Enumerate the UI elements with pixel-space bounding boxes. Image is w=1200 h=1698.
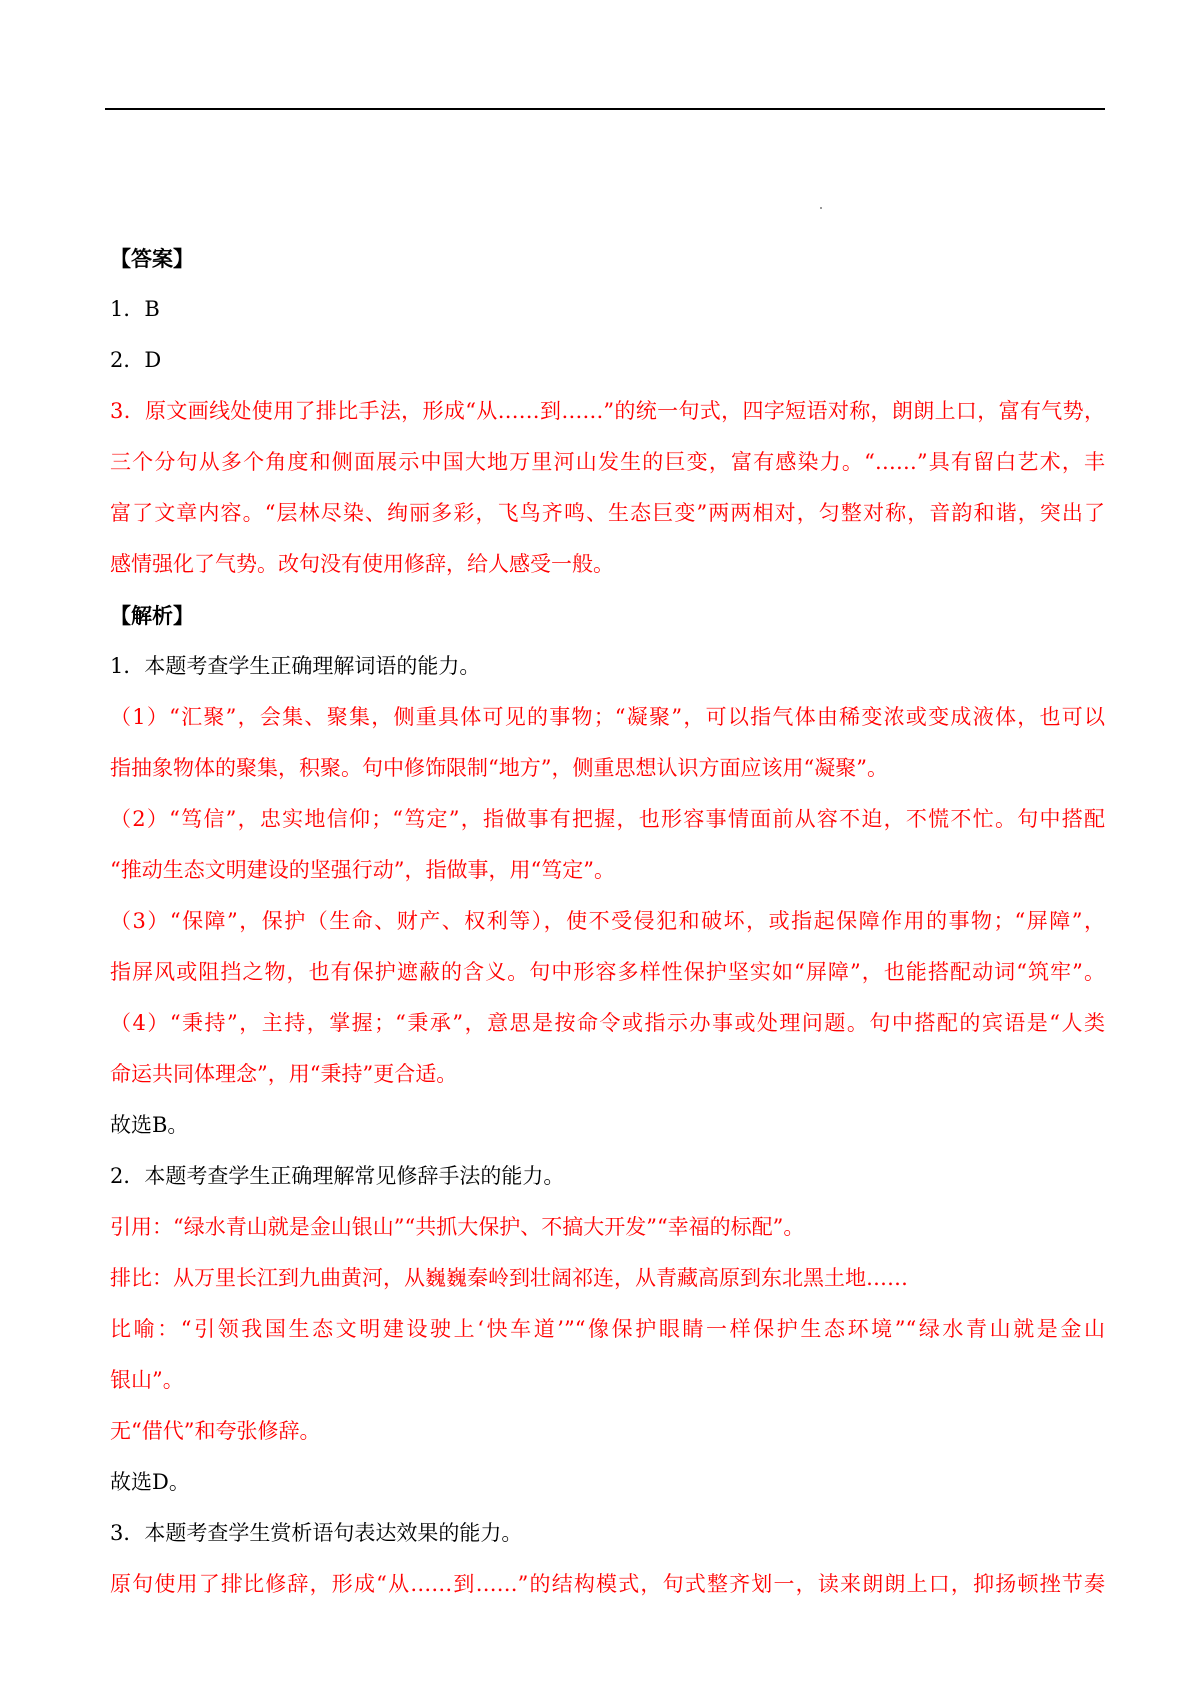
q2-explanation-line: 引用：“绿水青山就是金山银山”“共抓大保护、不搞大开发”“幸福的标配”。 [110, 1215, 805, 1239]
q1-intro: 1．本题考查学生正确理解词语的能力。 [110, 654, 481, 678]
answer-item-1: 1．B [110, 297, 160, 321]
q2-explanation-line: 排比：从万里长江到九曲黄河，从巍巍秦岭到壮阔祁连，从青藏高原到东北黑土地…… [110, 1266, 908, 1290]
answer-item-3-line: 三个分句从多个角度和侧面展示中国大地万里河山发生的巨变，富有感染力。“……”具有留白艺术，丰 [110, 450, 1105, 474]
q1-explanation-line: （4）“秉持”，主持，掌握；“秉承”，意思是按命令或指示办事或处理问题。句中搭配的宾语是“人类 [110, 1011, 1105, 1035]
q3-intro: 3．本题考查学生赏析语句表达效果的能力。 [110, 1521, 523, 1545]
q1-explanation-line: （2）“笃信”，忠实地信仰；“笃定”，指做事有把握，也形容事情面前从容不迫，不慌不忙。句中搭配 [110, 807, 1105, 831]
answer-item-3-line: 富了文章内容。“层林尽染、绚丽多彩，飞鸟齐鸣、生态巨变”两两相对，匀整对称，音韵和谐，突出了 [110, 501, 1105, 525]
header-rule [105, 108, 1105, 110]
analysis-heading: 【解析】 [110, 603, 194, 628]
answer-item-2: 2．D [110, 348, 162, 372]
q2-explanation-line: 比喻：“引领我国生态文明建设驶上‘快车道’”“像保护眼睛一样保护生态环境”“绿水青山就是金山 [110, 1317, 1105, 1341]
scan-speck [820, 207, 822, 209]
answer-item-3-line: 感情强化了气势。改句没有使用修辞，给人感受一般。 [110, 552, 614, 576]
q1-conclusion: 故选B。 [110, 1113, 189, 1137]
answer-heading: 【答案】 [110, 246, 194, 271]
q2-explanation-line: 银山”。 [110, 1368, 184, 1392]
q2-intro: 2．本题考查学生正确理解常见修辞手法的能力。 [110, 1164, 565, 1188]
q2-conclusion: 故选D。 [110, 1470, 190, 1494]
q1-explanation-line: 指屏风或阻挡之物，也有保护遮蔽的含义。句中形容多样性保护坚实如“屏障”，也能搭配动词“筑牢”。 [110, 960, 1105, 984]
q1-explanation-line: 指抽象物体的聚集，积聚。句中修饰限制“地方”，侧重思想认识方面应该用“凝聚”。 [110, 756, 888, 780]
q1-explanation-line: （1）“汇聚”，会集、聚集，侧重具体可见的事物；“凝聚”，可以指气体由稀变浓或变成液体，也可以 [110, 705, 1105, 729]
answer-item-3-line: 3．原文画线处使用了排比手法，形成“从……到……”的统一句式，四字短语对称，朗朗上口，富有气势， [110, 399, 1105, 423]
q2-explanation-line: 无“借代”和夸张修辞。 [110, 1419, 321, 1443]
q3-explanation-line: 原句使用了排比修辞，形成“从……到……”的结构模式，句式整齐划一，读来朗朗上口，抑扬顿挫节奏 [110, 1572, 1105, 1596]
q1-explanation-line: “推动生态文明建设的坚强行动”，指做事，用“笃定”。 [110, 858, 615, 882]
q1-explanation-line: 命运共同体理念”，用“秉持”更合适。 [110, 1062, 458, 1086]
document-body [110, 233, 1105, 1610]
q1-explanation-line: （3）“保障”，保护（生命、财产、权利等），使不受侵犯和破坏，或指起保障作用的事物；“屏障”， [110, 909, 1105, 933]
